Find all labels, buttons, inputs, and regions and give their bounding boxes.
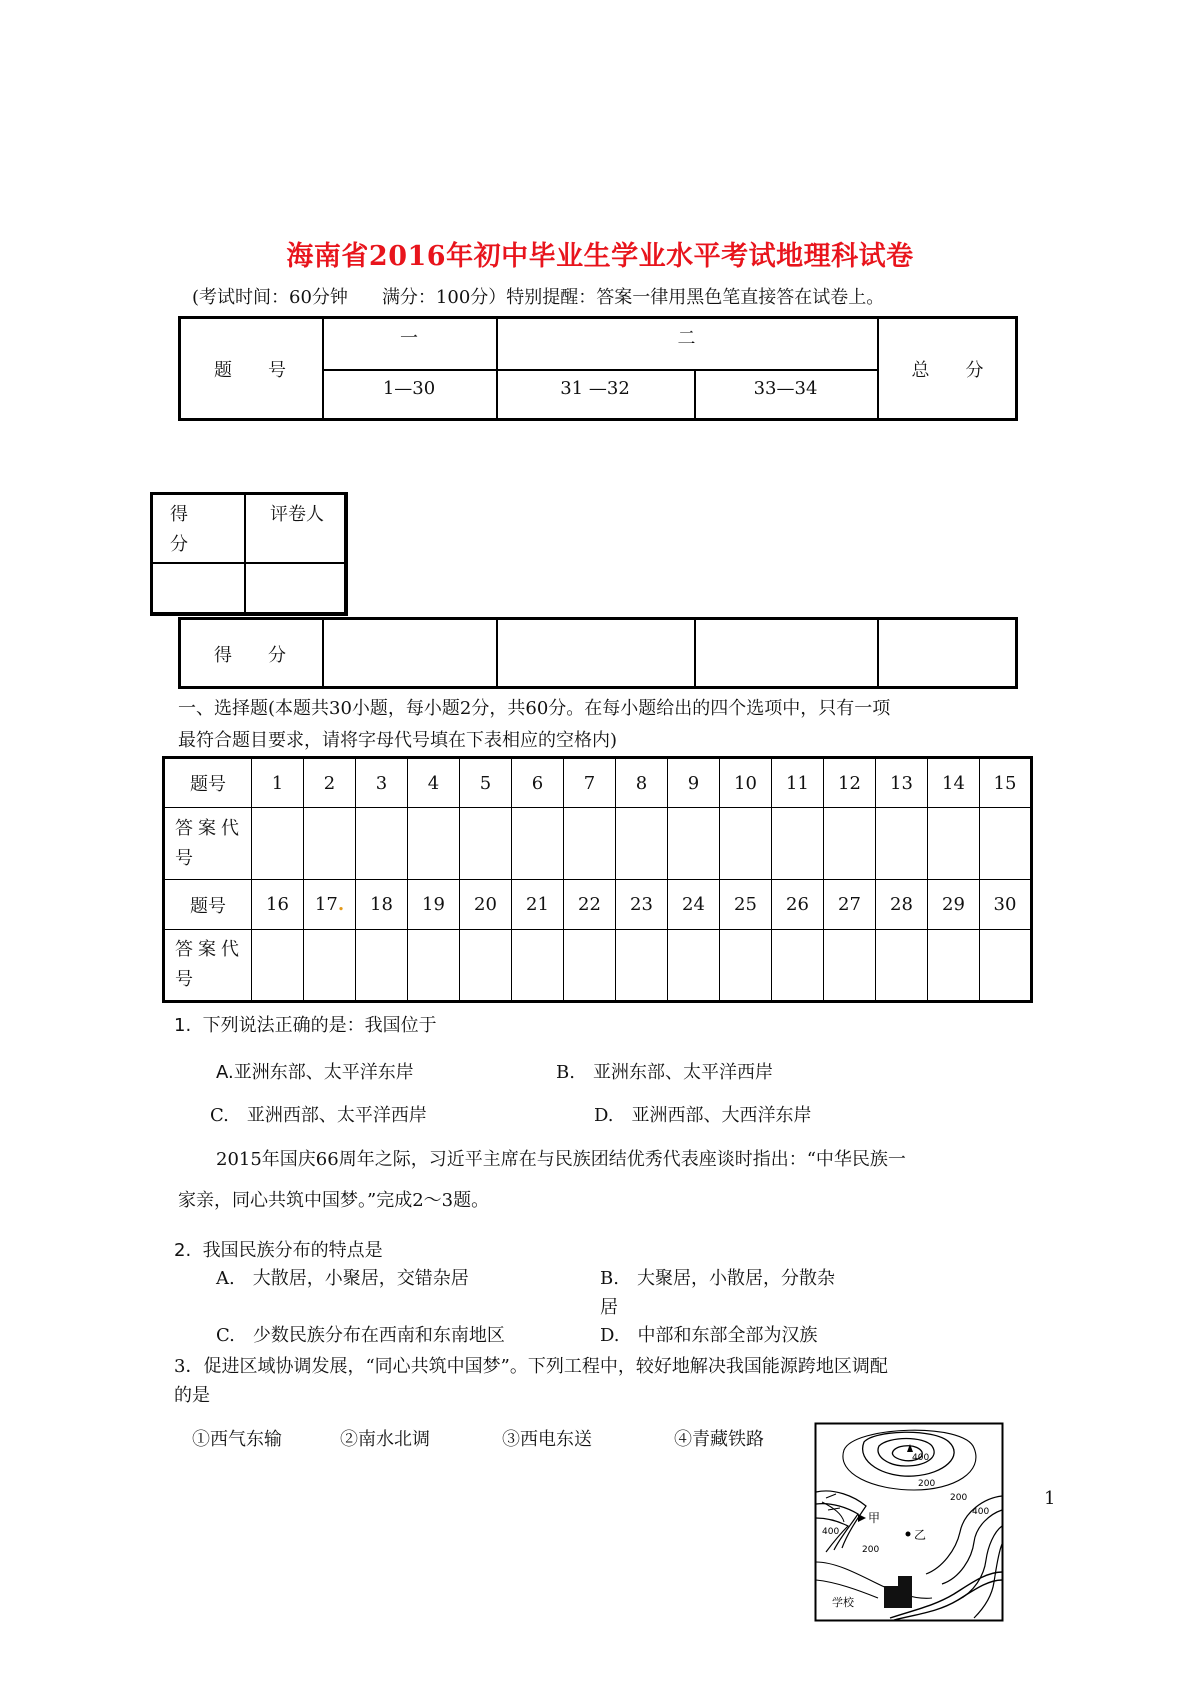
- passage-line1: 2015年国庆66周年之际，习近平主席在与民族团结优秀代表座谈时指出：“中华民族一: [216, 1149, 906, 1170]
- score-table-label: 题 号: [214, 360, 286, 381]
- exam-time: (考试时间：60分钟: [192, 287, 348, 308]
- answer-cell[interactable]: [720, 808, 772, 880]
- question-number: 19: [408, 880, 460, 930]
- exam-title: 海南省2016年初中毕业生学业水平考试地理科试卷: [286, 241, 914, 272]
- question-number: 27: [824, 880, 876, 930]
- question-number: 15: [980, 758, 1032, 808]
- question-2: [174, 1236, 383, 1262]
- passage-line2: 家亲，同心共筑中国梦。”完成2～3题。: [178, 1190, 490, 1211]
- map-label: 200: [918, 1479, 936, 1489]
- answer-cell[interactable]: [824, 930, 876, 1002]
- score-table-part2: 二: [677, 328, 696, 349]
- question-number: 23: [616, 880, 668, 930]
- grader-box: [150, 492, 348, 616]
- question-number: 16: [252, 880, 304, 930]
- question-3-line2: 的是: [174, 1385, 210, 1406]
- score-row: [178, 617, 1018, 689]
- answer-cell[interactable]: [460, 930, 512, 1002]
- grader-label: 评卷人: [270, 504, 324, 525]
- answer-cell[interactable]: [668, 930, 720, 1002]
- map-label: 200: [950, 1493, 968, 1503]
- answer-row-2: [164, 930, 1032, 1002]
- question-number-row-1: [164, 758, 1032, 808]
- map-label: 乙: [914, 1528, 927, 1542]
- question-1-number: 1.: [174, 1015, 192, 1036]
- score-table: [178, 316, 1018, 421]
- q1-option-b: B. 亚洲东部、太平洋西岸: [556, 1062, 773, 1083]
- question-number: 6: [512, 758, 564, 808]
- question-number: 25: [720, 880, 772, 930]
- answer-row-1: [164, 808, 1032, 880]
- question-number: 5: [460, 758, 512, 808]
- q3-option-1: ①西气东输: [192, 1429, 282, 1450]
- question-number: 7: [564, 758, 616, 808]
- question-3-line1: 3．促进区域协调发展，“同心共筑中国梦”。下列工程中，较好地解决我国能源跨地区调配: [174, 1356, 888, 1377]
- answer-cell[interactable]: [668, 808, 720, 880]
- question-number: 4: [408, 758, 460, 808]
- contour-map: [814, 1422, 1004, 1622]
- answer-cell[interactable]: [460, 808, 512, 880]
- question-1: [174, 1011, 437, 1037]
- q1-option-a-text: 亚洲东部、太平洋东岸: [233, 1062, 414, 1083]
- answer-cell[interactable]: [772, 808, 824, 880]
- row-label-answer: 答案代号: [164, 930, 252, 1002]
- q1-option-d: D. 亚洲西部、大西洋东岸: [594, 1105, 812, 1126]
- question-number: 29: [928, 880, 980, 930]
- school-building: [898, 1576, 912, 1608]
- question-number: 24: [668, 880, 720, 930]
- exam-notice: 满分：100分）特别提醒：答案一律用黑色笔直接答在试卷上。: [381, 287, 885, 308]
- answer-cell[interactable]: [408, 808, 460, 880]
- answer-cell[interactable]: [356, 930, 408, 1002]
- question-number: [304, 880, 356, 930]
- answer-cell[interactable]: [772, 930, 824, 1002]
- answer-cell[interactable]: [928, 930, 980, 1002]
- section1-intro-line1: 一、选择题(本题共30小题，每小题2分，共60分。在每小题给出的四个选项中，只有一项: [178, 698, 891, 719]
- map-label: 200: [862, 1545, 880, 1555]
- answer-cell[interactable]: [356, 808, 408, 880]
- answer-cell[interactable]: [720, 930, 772, 1002]
- answer-cell[interactable]: [408, 930, 460, 1002]
- q1-option-a: [216, 1058, 414, 1084]
- mark-dot: .: [337, 894, 345, 915]
- question-number: 3: [356, 758, 408, 808]
- answer-table: [162, 756, 1033, 1003]
- map-label: 甲: [868, 1511, 881, 1525]
- map-label: 400: [972, 1507, 990, 1517]
- q1-option-a-letter: A.: [216, 1062, 234, 1083]
- question-number: 2: [304, 758, 356, 808]
- q2-option-b-line2: 居: [600, 1297, 618, 1318]
- score-table-part1: 一: [400, 328, 418, 349]
- q3-option-3: ③西电东送: [502, 1429, 592, 1450]
- question-number: 9: [668, 758, 720, 808]
- q2-option-c: C. 少数民族分布在西南和东南地区: [216, 1325, 505, 1346]
- answer-cell[interactable]: [876, 808, 928, 880]
- question-number: 28: [876, 880, 928, 930]
- grader-score-label-1: 得: [170, 504, 188, 525]
- answer-cell[interactable]: [512, 930, 564, 1002]
- question-number-text: 17: [314, 894, 338, 915]
- question-number: 1: [252, 758, 304, 808]
- answer-cell[interactable]: [616, 930, 668, 1002]
- row-label-answer: 答案代号: [164, 808, 252, 880]
- q2-option-d: D. 中部和东部全部为汉族: [600, 1325, 818, 1346]
- question-number: 11: [772, 758, 824, 808]
- question-number: 12: [824, 758, 876, 808]
- score-table-total: 总 分: [911, 360, 984, 381]
- answer-cell[interactable]: [252, 808, 304, 880]
- question-number: 22: [564, 880, 616, 930]
- q2-option-a: A. 大散居，小聚居，交错杂居: [216, 1268, 469, 1289]
- answer-cell[interactable]: [616, 808, 668, 880]
- answer-cell[interactable]: [980, 930, 1032, 1002]
- question-number-row-2: [164, 880, 1032, 930]
- score-table-range2: 31 —32: [560, 378, 630, 399]
- q3-option-4: ④青藏铁路: [674, 1429, 764, 1450]
- question-number: 13: [876, 758, 928, 808]
- page-number: 1: [1044, 1488, 1056, 1509]
- row-label-question: 题号: [164, 880, 252, 930]
- answer-cell[interactable]: [304, 930, 356, 1002]
- answer-cell[interactable]: [928, 808, 980, 880]
- answer-cell[interactable]: [824, 808, 876, 880]
- q2-option-b-line1: B. 大聚居，小散居，分散杂: [600, 1268, 835, 1289]
- question-number: 10: [720, 758, 772, 808]
- question-1-stem: 下列说法正确的是：我国位于: [202, 1015, 437, 1036]
- answer-cell[interactable]: [564, 930, 616, 1002]
- q3-option-2: ②南水北调: [340, 1429, 430, 1450]
- map-label: 400: [822, 1527, 840, 1537]
- answer-cell[interactable]: [252, 930, 304, 1002]
- score-table-range3: 33—34: [753, 378, 818, 399]
- section1-intro-line2: 最符合题目要求，请将字母代号填在下表相应的空格内): [178, 730, 618, 751]
- question-2-stem: 我国民族分布的特点是: [202, 1240, 383, 1261]
- answer-cell[interactable]: [304, 808, 356, 880]
- grader-score-label-2: 分: [170, 534, 188, 555]
- map-label: 400: [912, 1453, 930, 1463]
- question-number: 8: [616, 758, 668, 808]
- question-2-number: 2.: [174, 1240, 192, 1261]
- q1-option-c: C. 亚洲西部、太平洋西岸: [210, 1105, 427, 1126]
- question-number: 26: [772, 880, 824, 930]
- exam-subtitle: [192, 283, 884, 309]
- question-number: 14: [928, 758, 980, 808]
- question-number: 30: [980, 880, 1032, 930]
- answer-cell[interactable]: [876, 930, 928, 1002]
- school-building: [884, 1586, 898, 1608]
- map-label: 学校: [832, 1596, 854, 1609]
- answer-cell[interactable]: [564, 808, 616, 880]
- question-number: 21: [512, 880, 564, 930]
- row-label-question: 题号: [164, 758, 252, 808]
- question-number: 20: [460, 880, 512, 930]
- score-row-label: 得 分: [214, 645, 286, 666]
- answer-cell[interactable]: [980, 808, 1032, 880]
- score-table-range1: 1—30: [382, 378, 436, 399]
- answer-cell[interactable]: [512, 808, 564, 880]
- point-yi-icon: [906, 1532, 911, 1537]
- question-number: 18: [356, 880, 408, 930]
